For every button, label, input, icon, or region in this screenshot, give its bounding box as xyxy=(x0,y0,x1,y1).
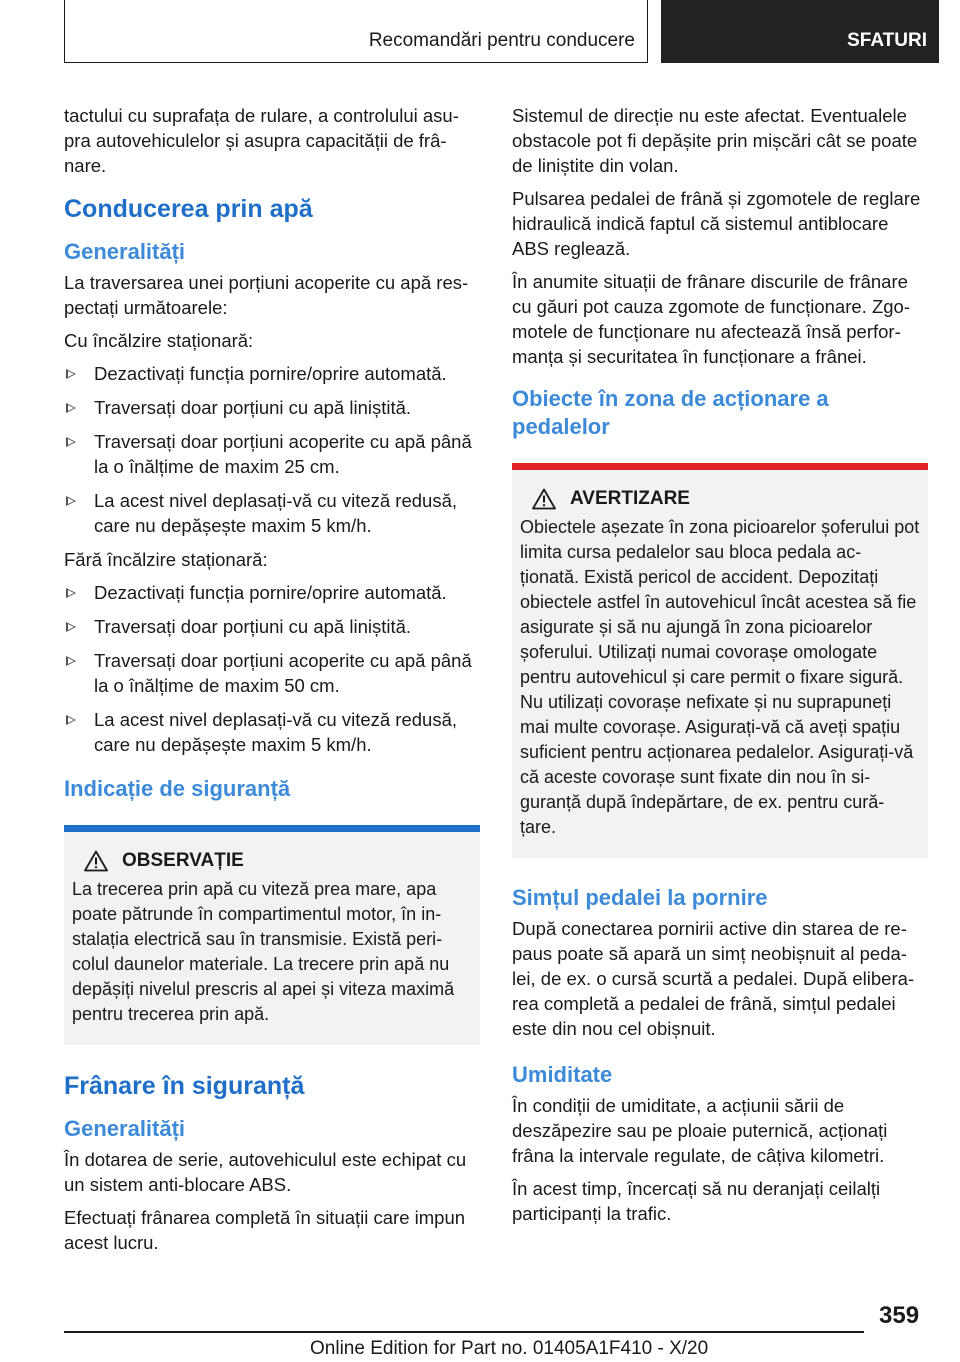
list-item: Dezactivați funcția pornire/oprire automată. xyxy=(64,580,480,605)
header-section-box xyxy=(64,0,648,63)
warning-text: Obiectele așezate în zona picioarelor șoferului pot limita cursa pedalelor sau bloca pedala ac-ționată. Există pericol de accident. Depozitați obiectele astfel în autovehicul încât acestea să fie asigurate și să nu ajungă în zona picioarelor șoferului. Utilizați numai covorașe omologate pentru autovehicul și care permit o fixare sigură. Nu utilizați covorașe nefixate și nu suprapuneți mai multe covorașe. Asigurați-vă că aveți spațiu suficient pentru acționarea pedalelor. Asigurați-vă că aceste covorașe sunt fixate din nou în si-guranță după îndepărtare, de ex. pentru cură-țare. xyxy=(520,517,920,837)
warning-title: AVERTIZARE xyxy=(570,488,690,509)
triangle-bullet-icon xyxy=(66,437,76,447)
triangle-bullet-icon xyxy=(66,496,76,506)
notice-text: La trecerea prin apă cu viteză prea mare, apa poate pătrunde în compartimentul motor, în in-stalația electrică sau în transmisie. Există peri-colul daunelor materiale. La trecere prin apă nu depășiți nivelul prescris al apei și viteza maximă pentru trecerea prin apă. xyxy=(72,879,455,1024)
heading-general-2: Generalități xyxy=(64,1116,186,1141)
brake-discs-paragraph: În anumite situații de frânare discurile de frânare cu găuri pot cauza zgomote de funcționare. Zgo-motele de funcționare nu afectează însă perfor-manța și securitatea în funcționare a frânei. xyxy=(512,271,910,367)
notice-title: OBSERVAȚIE xyxy=(122,850,244,871)
pedal-feel-paragraph: După conectarea pornirii active din starea de re-paus poate să apară un simț neobișnuit al peda-lei, de ex. o cursă scurtă a pedalei. După elibera-rea completă a pedalei de frână, simțul pedalei este din nou cel obișnuit. xyxy=(512,918,915,1039)
heading-safety-note: Indicație de siguranță xyxy=(64,776,291,801)
footer-edition: Online Edition for Part no. 01405A1F410 - X/20 xyxy=(310,1338,709,1359)
notice-title-row xyxy=(72,848,472,873)
heading-humidity: Umiditate xyxy=(512,1062,613,1087)
triangle-bullet-icon xyxy=(66,715,76,725)
heading-water-driving: Conducerea prin apă xyxy=(64,195,313,223)
general-2-paragraph-b: Efectuați frânarea completă în situații care impun acest lucru. xyxy=(64,1207,466,1253)
heading-safe-braking: Frânare în siguranță xyxy=(64,1072,305,1100)
header-section-title: Recomandări pentru conducere xyxy=(368,30,635,51)
humidity-paragraph-1: În condiții de umiditate, a acțiunii sării de deszăpezire sau pe ploaie puternică, acționați frâna la intervale regulate, de câțiva kilometri. xyxy=(512,1095,888,1166)
header-chapter-box xyxy=(661,0,939,63)
notice-box xyxy=(64,825,480,1045)
warning-triangle-icon xyxy=(532,488,556,510)
list-item: Traversați doar porțiuni cu apă liniștită. xyxy=(64,395,480,420)
without-heating-list xyxy=(64,580,480,757)
page-number: 359 xyxy=(879,1302,920,1329)
triangle-bullet-icon xyxy=(66,588,76,598)
triangle-bullet-icon xyxy=(66,622,76,632)
with-heating-label: Cu încălzire staționară: xyxy=(64,330,254,351)
heading-objects-pedals: Obiecte în zona de acționare a pedalelor xyxy=(512,386,829,439)
triangle-bullet-icon xyxy=(66,656,76,666)
general-1-paragraph: La traversarea unei porțiuni acoperite cu apă res-pectați următoarele: xyxy=(64,272,469,318)
heading-general-1: Generalități xyxy=(64,239,186,264)
warning-box xyxy=(512,463,928,858)
list-item: La acest nivel deplasați-vă cu viteză redusă, care nu depășește maxim 5 km/h. xyxy=(64,488,480,538)
warning-title-row xyxy=(520,486,920,511)
triangle-bullet-icon xyxy=(66,403,76,413)
triangle-bullet-icon xyxy=(66,369,76,379)
general-2-paragraph-a: În dotarea de serie, autovehiculul este echipat cu un sistem anti-blocare ABS. xyxy=(64,1149,467,1195)
intro-paragraph: tactului cu suprafața de rulare, a controlului asu-pra autovehiculelor și asupra capacității de frâ-nare. xyxy=(64,105,459,176)
header-chapter-title: SFATURI xyxy=(847,30,927,51)
list-item: Traversați doar porțiuni acoperite cu apă până la o înălțime de maxim 25 cm. xyxy=(64,429,480,479)
with-heating-list xyxy=(64,361,480,538)
list-item: Traversați doar porțiuni cu apă liniștită. xyxy=(64,614,480,639)
pedal-pulse-paragraph: Pulsarea pedalei de frână și zgomotele de reglare hidraulică indică faptul că sistemul antiblocare ABS reglează. xyxy=(512,188,921,259)
footer-divider xyxy=(64,1331,864,1333)
without-heating-label: Fără încălzire staționară: xyxy=(64,549,268,570)
warning-triangle-icon xyxy=(84,850,108,872)
humidity-paragraph-2: În acest timp, încercați să nu deranjați ceilalți participanți la trafic. xyxy=(512,1178,881,1224)
heading-pedal-feel: Simțul pedalei la pornire xyxy=(512,885,768,910)
left-column xyxy=(64,103,480,1263)
list-item: La acest nivel deplasați-vă cu viteză redusă, care nu depășește maxim 5 km/h. xyxy=(64,707,480,757)
list-item: Traversați doar porțiuni acoperite cu apă până la o înălțime de maxim 50 cm. xyxy=(64,648,480,698)
right-column xyxy=(512,103,928,1234)
steering-paragraph: Sistemul de direcție nu este afectat. Eventualele obstacole pot fi depășite prin mișcări cât se poate de liniștite din volan. xyxy=(512,105,918,176)
list-item: Dezactivați funcția pornire/oprire automată. xyxy=(64,361,480,386)
